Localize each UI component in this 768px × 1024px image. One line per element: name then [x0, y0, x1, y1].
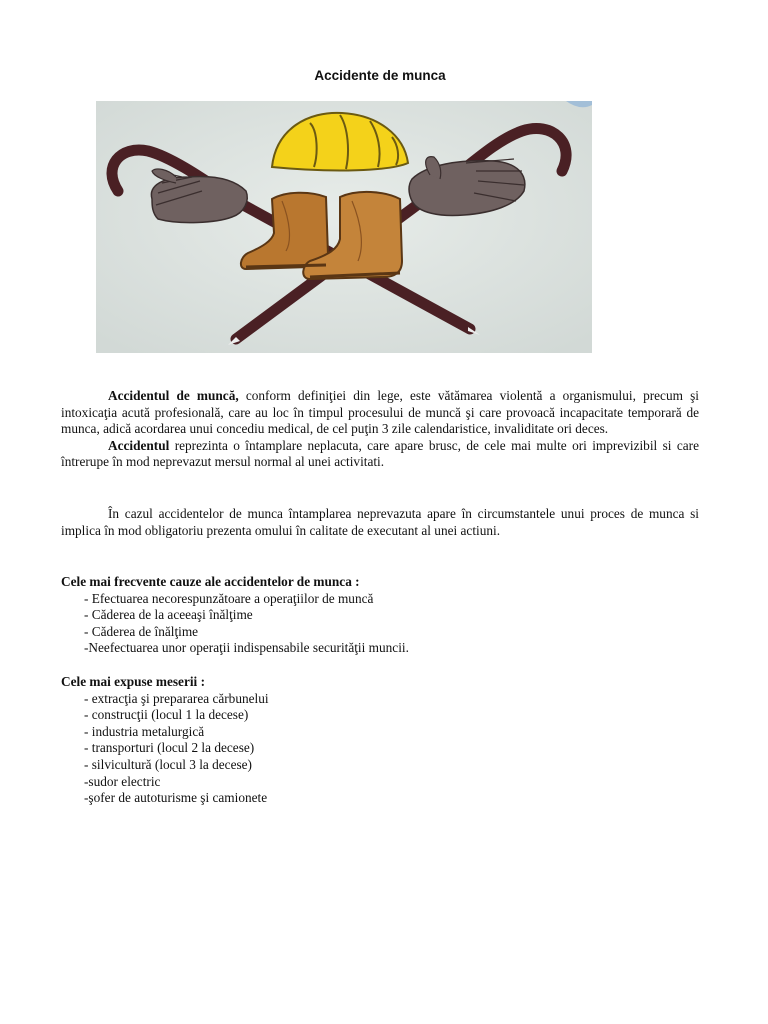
definition-term: Accidentul de muncă,	[108, 388, 239, 403]
causes-heading: Cele mai frecvente cauze ale accidentelor de munca :	[61, 574, 360, 589]
list-item: -sudor electric	[84, 773, 161, 789]
definition-paragraph	[61, 388, 699, 438]
accident-paragraph	[61, 438, 699, 471]
list-item: - transporturi (locul 2 la decese)	[84, 740, 255, 756]
circumstances-paragraph: În cazul accidentelor de munca întamplarea neprevazuta apare în circumstantele unui proces de munca si implica în mod obligatoriu prezenta omului în calitate de executant al unei actiuni.	[61, 506, 699, 538]
list-item: - Căderea de înălţime	[84, 623, 199, 639]
list-item: - Căderea de la aceeaşi înălţime	[84, 607, 253, 623]
circumstances-section	[61, 506, 699, 539]
definition-text: conform definiţiei din lege, este vătămarea violentă a organismului, precum şi intoxicaţia acută profesională, care au loc în timpul procesului de muncă şi care provoacă incapacitate temporară de munca, adică acordarea unui concediu medical, de cel puţin 3 zile calendaristice, invaliditate ori deces.	[61, 388, 699, 437]
safety-illustration	[96, 101, 592, 353]
jobs-list	[61, 691, 699, 807]
accident-text: reprezinta o întamplare neplacuta, care apare brusc, de cele mai multe ori imprevizibil si care întrerupe în mod neprevazut mersul normal al unei activitati.	[61, 437, 699, 470]
list-item: -Neefectuarea unor operaţii indispensabile securităţii muncii.	[84, 640, 409, 656]
definition-section	[61, 388, 699, 471]
jobs-section	[61, 674, 699, 807]
list-item: - silvicultură (locul 3 la decese)	[84, 756, 252, 772]
list-item: - Efectuarea necorespunzătoare a operaţiilor de muncă	[84, 590, 374, 606]
list-item: - extracţia şi prepararea cărbunelui	[84, 690, 269, 706]
causes-section	[61, 574, 699, 657]
causes-list	[61, 591, 699, 657]
list-item: - industria metalurgică	[84, 723, 205, 739]
list-item: -şofer de autoturisme şi camionete	[84, 790, 268, 806]
jobs-heading: Cele mai expuse meserii :	[61, 674, 206, 689]
accident-term: Accidentul	[108, 437, 170, 453]
list-item: - construcţii (locul 1 la decese)	[84, 707, 249, 723]
document-title: Accidente de munca	[314, 68, 446, 83]
